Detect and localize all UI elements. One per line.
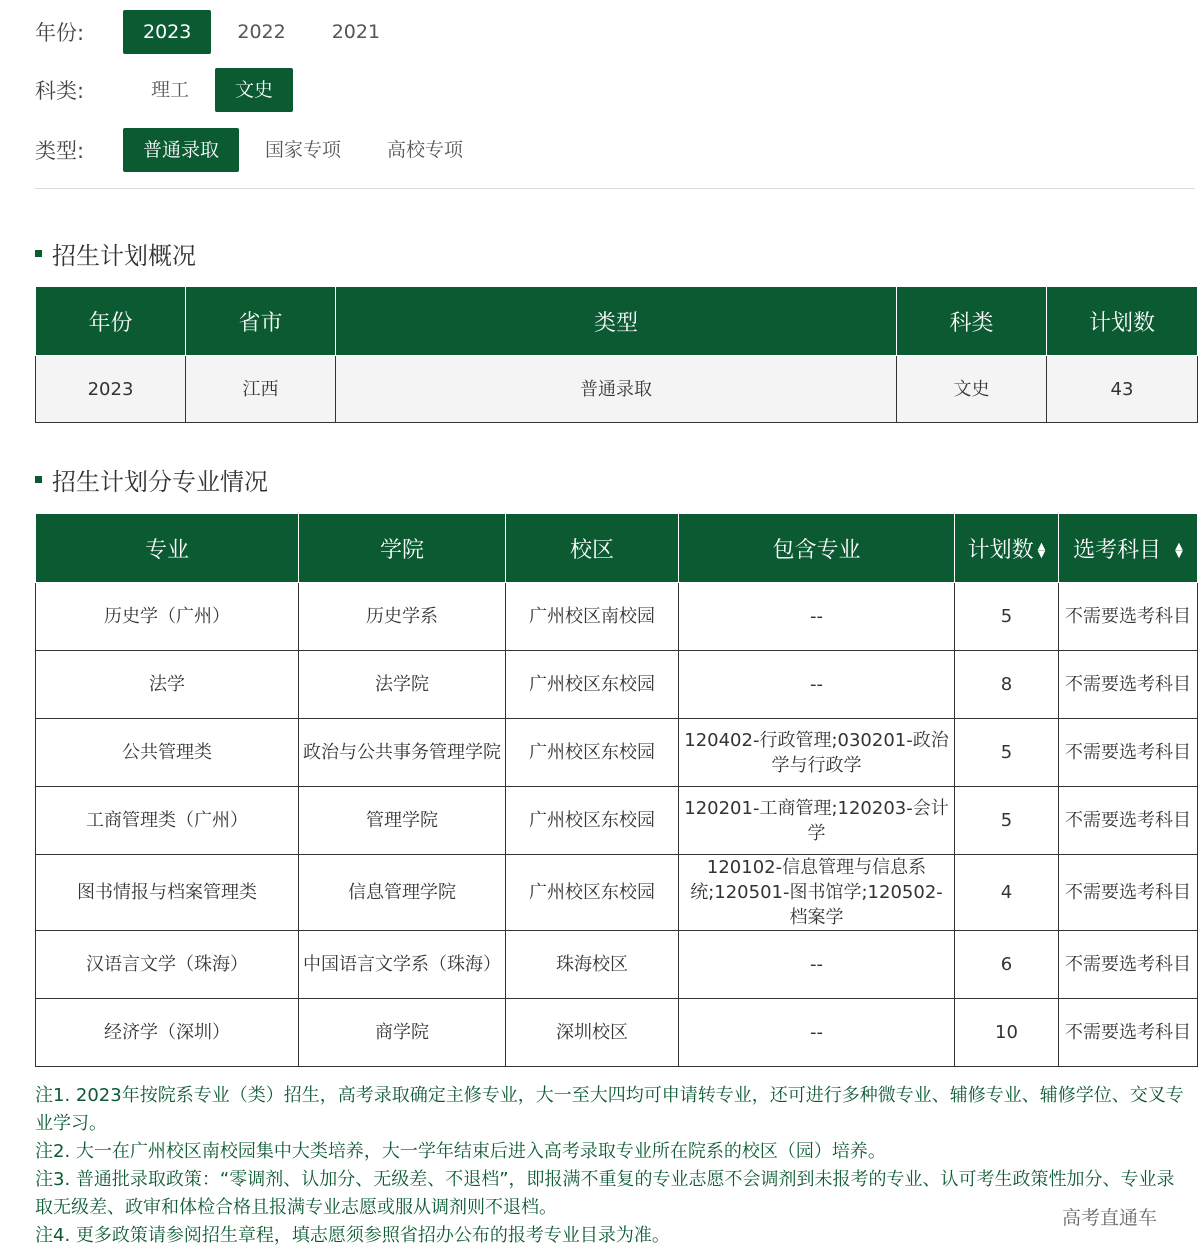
year-filter xyxy=(35,9,406,55)
majors-header-included: 包含专业 xyxy=(679,514,955,583)
major-college: 商学院 xyxy=(299,999,506,1067)
majors-section-title xyxy=(35,462,268,497)
divider xyxy=(35,188,1195,189)
overview-header-type: 类型 xyxy=(336,287,897,356)
table-row xyxy=(36,651,1198,719)
major-college: 信息管理学院 xyxy=(299,855,506,931)
overview-province: 江西 xyxy=(186,356,336,423)
major-name: 图书情报与档案管理类 xyxy=(36,855,299,931)
major-plan: 10 xyxy=(955,999,1059,1067)
table-row xyxy=(36,999,1198,1067)
major-name: 工商管理类（广州） xyxy=(36,787,299,855)
category-filter-label: 科类: xyxy=(35,79,85,103)
table-row xyxy=(36,787,1198,855)
major-included: -- xyxy=(679,999,955,1067)
major-subjects: 不需要选考科目 xyxy=(1059,583,1198,651)
overview-type: 普通录取 xyxy=(336,356,897,423)
major-subjects: 不需要选考科目 xyxy=(1059,651,1198,719)
major-included: 120201-工商管理;120203-会计学 xyxy=(679,787,955,855)
majors-title-text: 招生计划分专业情况 xyxy=(52,468,268,496)
major-plan: 8 xyxy=(955,651,1059,719)
major-campus: 广州校区东校园 xyxy=(506,787,679,855)
note-3: 注3. 普通批录取政策：“零调剂、认加分、无级差、不退档”，即报满不重复的专业志愿不会调剂到未报考的专业、认可考生政策性加分、专业录取无级差、政审和体检合格且报满专业志愿或服从调剂则不退档。 xyxy=(35,1169,1175,1218)
type-filter xyxy=(35,127,489,173)
section-bullet-icon xyxy=(35,250,42,257)
major-included: -- xyxy=(679,583,955,651)
major-subjects: 不需要选考科目 xyxy=(1059,999,1198,1067)
majors-body xyxy=(36,583,1198,1067)
section-bullet-icon xyxy=(35,476,42,483)
majors-header-row xyxy=(36,514,1198,583)
overview-title-text: 招生计划概况 xyxy=(52,242,196,270)
major-campus: 广州校区东校园 xyxy=(506,719,679,787)
major-name: 历史学（广州） xyxy=(36,583,299,651)
major-included: 120402-行政管理;030201-政治学与行政学 xyxy=(679,719,955,787)
major-campus: 广州校区南校园 xyxy=(506,583,679,651)
major-subjects: 不需要选考科目 xyxy=(1059,855,1198,931)
major-plan: 5 xyxy=(955,719,1059,787)
year-option-2022[interactable]: 2022 xyxy=(237,21,286,43)
major-included: 120102-信息管理与信息系统;120501-图书馆学;120502-档案学 xyxy=(679,855,955,931)
major-plan: 4 xyxy=(955,855,1059,931)
majors-header-major: 专业 xyxy=(36,514,299,583)
table-row xyxy=(36,719,1198,787)
overview-header-province: 省市 xyxy=(186,287,336,356)
majors-table xyxy=(35,513,1198,1067)
table-row xyxy=(36,931,1198,999)
watermark: 高考直通车 xyxy=(1062,1207,1158,1229)
sort-icon[interactable]: ▲ ▼ xyxy=(1175,540,1183,560)
overview-year: 2023 xyxy=(36,356,186,423)
major-campus: 广州校区东校园 xyxy=(506,855,679,931)
overview-header-category: 科类 xyxy=(897,287,1047,356)
major-plan: 6 xyxy=(955,931,1059,999)
table-row xyxy=(36,583,1198,651)
major-college: 法学院 xyxy=(299,651,506,719)
overview-section-title xyxy=(35,236,196,271)
note-1: 注1. 2023年按院系专业（类）招生，高考录取确定主修专业，大一至大四均可申请转专业，还可进行多种微专业、辅修专业、辅修学位、交叉专业学习。 xyxy=(35,1085,1184,1134)
category-option-science[interactable]: 理工 xyxy=(151,79,190,101)
major-plan: 5 xyxy=(955,583,1059,651)
majors-header-subjects-label: 选考科目 xyxy=(1073,537,1162,563)
type-option-regular[interactable]: 普通录取 xyxy=(123,128,239,172)
major-subjects: 不需要选考科目 xyxy=(1059,787,1198,855)
major-name: 公共管理类 xyxy=(36,719,299,787)
type-filter-label: 类型: xyxy=(35,139,85,163)
type-option-national-special[interactable]: 国家专项 xyxy=(265,139,342,161)
major-college: 管理学院 xyxy=(299,787,506,855)
overview-header-row xyxy=(36,287,1198,356)
note-2: 注2. 大一在广州校区南校园集中大类培养，大一学年结束后进入高考录取专业所在院系的校区（园）培养。 xyxy=(35,1141,886,1162)
major-included: -- xyxy=(679,931,955,999)
major-subjects: 不需要选考科目 xyxy=(1059,931,1198,999)
notes xyxy=(35,1082,1185,1250)
major-college: 历史学系 xyxy=(299,583,506,651)
overview-table xyxy=(35,286,1198,423)
table-row xyxy=(36,855,1198,931)
major-name: 经济学（深圳） xyxy=(36,999,299,1067)
major-name: 法学 xyxy=(36,651,299,719)
overview-header-plan: 计划数 xyxy=(1047,287,1198,356)
year-option-2021[interactable]: 2021 xyxy=(331,21,381,43)
sort-icon[interactable]: ▲ ▼ xyxy=(1037,540,1046,560)
major-campus: 深圳校区 xyxy=(506,999,679,1067)
major-subjects: 不需要选考科目 xyxy=(1059,719,1198,787)
major-included: -- xyxy=(679,651,955,719)
majors-header-plan[interactable] xyxy=(955,514,1059,583)
major-name: 汉语言文学（珠海） xyxy=(36,931,299,999)
category-option-liberal-arts[interactable]: 文史 xyxy=(215,68,293,112)
category-filter xyxy=(35,67,299,113)
majors-header-subjects[interactable] xyxy=(1059,514,1198,583)
major-plan: 5 xyxy=(955,787,1059,855)
year-option-2023[interactable]: 2023 xyxy=(123,10,211,54)
major-campus: 广州校区东校园 xyxy=(506,651,679,719)
majors-header-plan-label: 计划数 xyxy=(967,537,1034,563)
note-4: 注4. 更多政策请参阅招生章程，填志愿须参照省招办公布的报考专业目录为准。 xyxy=(35,1225,670,1246)
type-option-university-special[interactable]: 高校专项 xyxy=(387,139,464,161)
major-campus: 珠海校区 xyxy=(506,931,679,999)
major-college: 政治与公共事务管理学院 xyxy=(299,719,506,787)
majors-header-college: 学院 xyxy=(299,514,506,583)
overview-category: 文史 xyxy=(897,356,1047,423)
table-row xyxy=(36,356,1198,423)
major-college: 中国语言文学系（珠海） xyxy=(299,931,506,999)
year-filter-label: 年份: xyxy=(35,21,85,45)
overview-plan: 43 xyxy=(1047,356,1198,423)
majors-header-campus: 校区 xyxy=(506,514,679,583)
overview-header-year: 年份 xyxy=(36,287,186,356)
